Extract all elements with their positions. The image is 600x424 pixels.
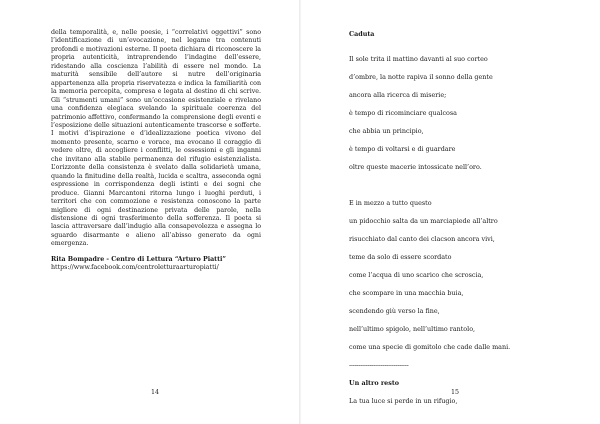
poem-line: La tua luce si perde in un rifugio, — [349, 397, 458, 405]
poem-line: ancora alla ricerca di miserie; — [349, 91, 447, 99]
poem-line: un pidocchio salta da un marciapiede all’altro — [349, 217, 498, 225]
poem-title-un-altro-resto: Un altro resto — [349, 379, 400, 387]
poem-line: risucchiato dal canto dei clacson ancora vivi, — [349, 235, 495, 243]
credit-block — [51, 256, 261, 273]
poem-line: nell’ultimo spigolo, nell’ultimo rantolo, — [349, 325, 476, 333]
credit-url: https://www.facebook.com/centroletturaarturopiatti/ — [51, 264, 219, 272]
poem-separator: -------------------------------- — [349, 361, 409, 369]
review-paragraph: della temporalità, e, nelle poesie, i “correlativi oggettivi” sono l’identificazione di un’evocazione, nel legame tra contenuti profondi e motivazioni esterne. Il poeta dichiara di riconoscere la propria autenticità, intraprendendo l’indagine dell’essere, ridestando alla coscienza l’abilità di essere nel mondo. La maturità sensibile dell’autore si nutre dell’originaria appartenenza alla propria riservatezza e indica la familiarità con la memoria percepita, compresa e legata al destino di chi scrive. Gli “strumenti umani” sono un’occasione esistenziale e rivelano una confidenza elegiaca svelando la spirituale coerenza del patrimonio affettivo, confermando la comprensione degli eventi e l’esposizione delle situazioni autenticamente trascorse e sofferte. I motivi d’ispirazione e d’idealizzazione poetica vivono del momento presente, scarno e vorace, ma evocano il coraggio di vedere oltre, di accogliere i conflitti, le ossessioni e gli inganni che invitano alla stabile permanenza del rifugio esistenzialista. L’orizzonte della consistenza è svelato dalla solidarietà umana, quando la finitudine della realtà, lucida e scaltra, asseconda ogni espressione in corrispondenza degli istinti e dei sogni che produce. Gianni Marcantoni ritorna lungo i luoghi perduti, i territori che con commozione e resistenza conoscono la parte migliore di ogni destinazione privata delle parole, nella distensione di ogni trasferimento della sofferenza. Il poeta si lascia attraversare dall’indugio alla consapevolezza e assegna lo sguardo disarmante e alieno all’abisso generato da ogni emergenza. — [51, 29, 261, 248]
poem-line: teme da solo di essere scordato — [349, 253, 452, 261]
page-number-left: 14 — [151, 389, 160, 396]
poem-line: d’ombre, la notte rapiva il sonno della gente — [349, 73, 493, 81]
poem-line: è tempo di voltarsi e di guardare — [349, 145, 456, 153]
poem-column — [349, 29, 569, 410]
review-text — [51, 29, 261, 273]
poem-line: Il sole trita il mattino davanti al suo corteo — [349, 55, 488, 63]
page-number-right: 15 — [451, 389, 460, 396]
right-page — [300, 0, 600, 424]
poem-line: come una specie di gomitolo che cade dalle mani. — [349, 343, 511, 351]
poem-line: che abbia un principio, — [349, 127, 424, 135]
poem-line: che scompare in una macchia buia, — [349, 289, 464, 297]
poem-spacer — [349, 40, 569, 50]
poem-line: è tempo di ricominciare qualcosa — [349, 109, 457, 117]
poem-title-caduta: Caduta — [349, 30, 375, 38]
credit-title: Rita Bompadre - Centro di Lettura “Arturo Piatti” — [51, 255, 227, 263]
poem-line: come l’acqua di uno scarico che scroscia, — [349, 271, 484, 279]
poem-line: E in mezzo a tutto questo — [349, 199, 432, 207]
poem-line: oltre queste macerie intossicate nell’oro. — [349, 163, 482, 171]
poem-line: scendendo giù verso la fine, — [349, 307, 440, 315]
stanza-break — [349, 176, 569, 194]
